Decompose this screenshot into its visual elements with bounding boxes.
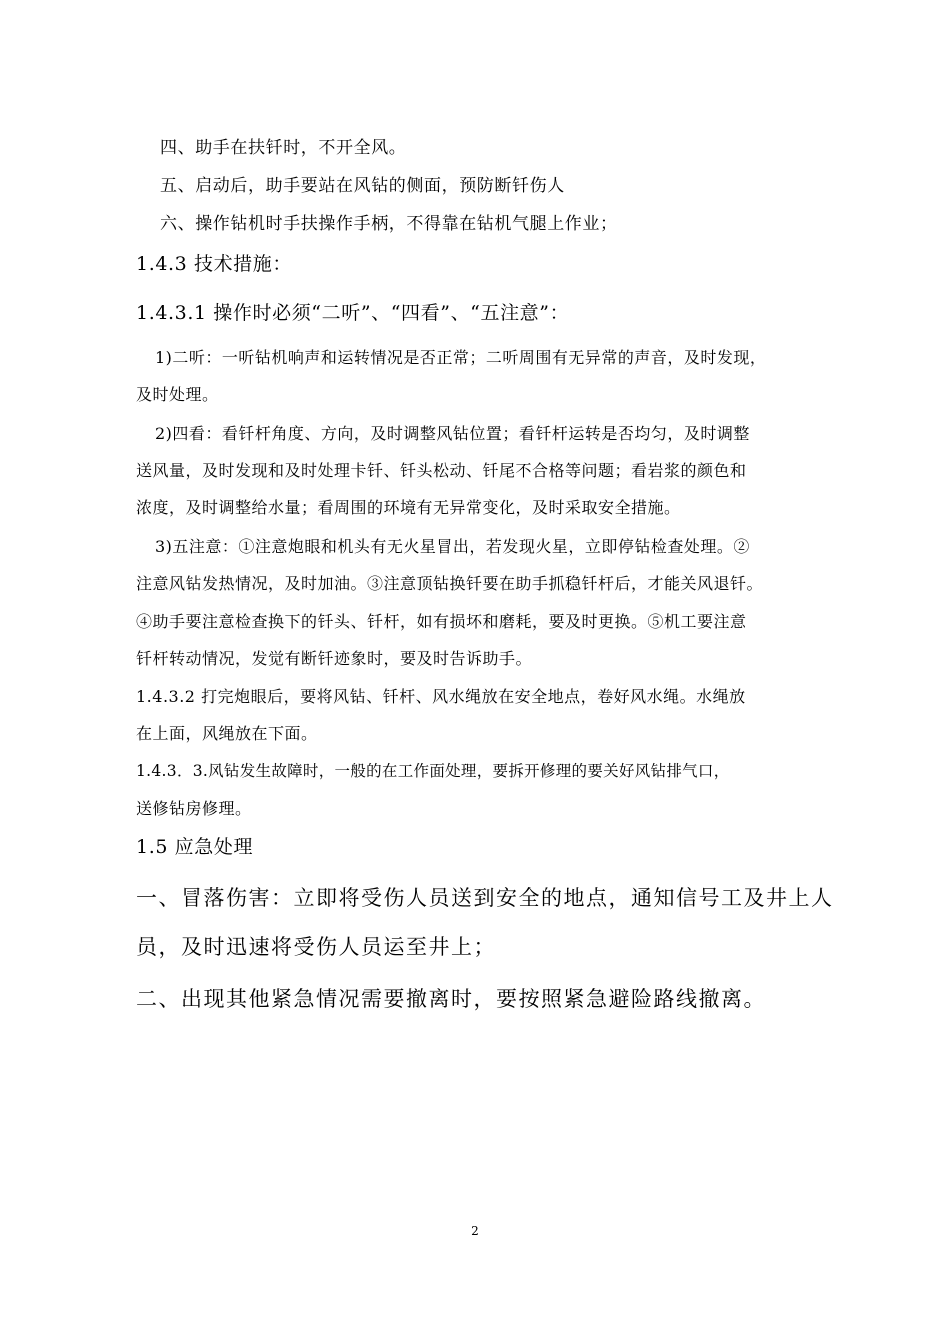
text-line-17: 1.4.3．3.风钻发生故障时，一般的在工作面处理，要拆开修理的要关好风钻排气口， [136, 762, 730, 780]
section-heading-1-5: 1.5 应急处理 [136, 836, 254, 858]
text-line-20: 一、冒落伤害：立即将受伤人员送到安全的地点，通知信号工及井上人 [136, 886, 834, 910]
section-heading-1-4-3: 1.4.3 技术措施： [136, 253, 292, 275]
section-heading-1-4-3-1: 1.4.3.1 操作时必须“二听”、“四看”、“五注意”： [136, 302, 570, 324]
text-line-18: 送修钻房修理。 [136, 799, 252, 818]
text-line-2: 五、启动后，助手要站在风钻的侧面，预防断钎伤人 [160, 176, 565, 196]
text-line-10: 浓度，及时调整给水量；看周围的环境有无异常变化，及时采取安全措施。 [136, 498, 681, 517]
text-line-21: 员，及时迅速将受伤人员运至井上； [136, 935, 496, 959]
text-line-9: 送风量，及时发现和及时处理卡钎、钎头松动、钎尾不合格等问题；看岩浆的颜色和 [136, 461, 747, 480]
page-number: 2 [471, 1224, 479, 1238]
text-line-16: 在上面，风绳放在下面。 [136, 724, 318, 743]
text-line-6: 1)二听：一听钻机响声和运转情况是否正常；二听周围有无异常的声音，及时发现， [155, 348, 767, 367]
text-line-13: ④助手要注意检查换下的钎头、钎杆，如有损坏和磨耗，要及时更换。⑤机工要注意 [136, 612, 747, 631]
text-line-3: 六、操作钻机时手扶操作手柄，不得靠在钻机气腿上作业； [160, 214, 618, 234]
text-line-7: 及时处理。 [136, 385, 219, 404]
text-line-12: 注意风钻发热情况，及时加油。③注意顶钻换钎要在助手抓稳钎杆后，才能关风退钎。 [136, 574, 764, 593]
text-line-11: 3)五注意：①注意炮眼和机头有无火星冒出，若发现火星，立即停钻检查处理。② [155, 537, 750, 556]
text-line-22: 二、出现其他紧急情况需要撤离时，要按照紧急避险路线撤离。 [136, 987, 766, 1011]
text-line-15: 1.4.3.2 打完炮眼后，要将风钻、钎杆、风水绳放在安全地点，卷好风水绳。水绳放 [136, 687, 746, 706]
text-line-8: 2)四看：看钎杆角度、方向，及时调整风钻位置；看钎杆运转是否均匀，及时调整 [155, 424, 750, 443]
text-line-14: 钎杆转动情况，发觉有断钎迹象时，要及时告诉助手。 [136, 649, 533, 668]
text-line-1: 四、助手在扶钎时，不开全风。 [160, 138, 407, 158]
